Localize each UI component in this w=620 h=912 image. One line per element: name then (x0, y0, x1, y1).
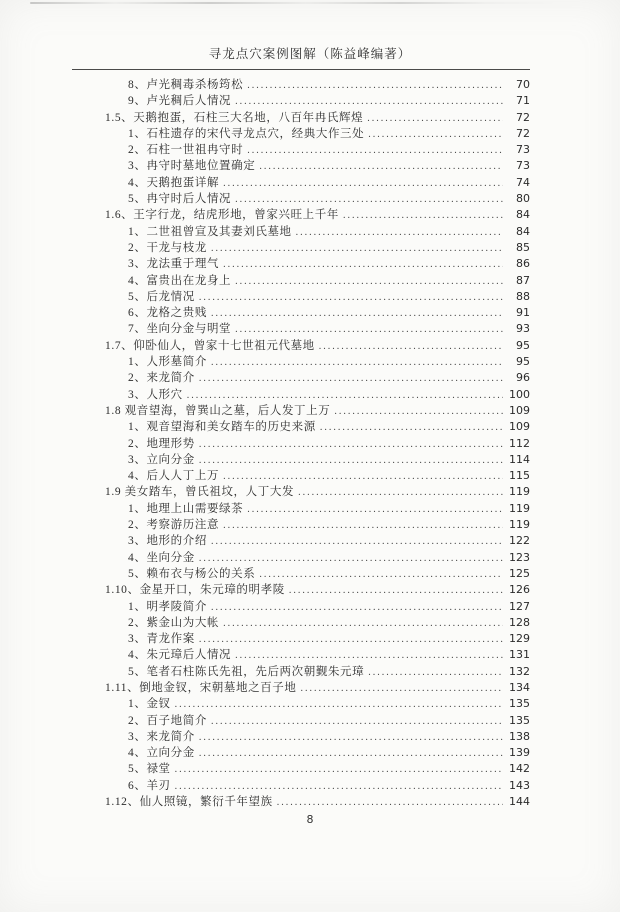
toc-entry (72, 599, 530, 615)
dot-leader (289, 583, 503, 599)
toc-entry-label: 1、人形墓简介 (128, 356, 207, 369)
toc-entry-page: 135 (509, 697, 530, 711)
toc-entry (72, 93, 530, 109)
toc-entry (72, 484, 530, 500)
toc-entry (72, 321, 530, 337)
toc-entry (72, 305, 530, 321)
dot-leader (211, 534, 503, 550)
toc-entry (72, 696, 530, 712)
toc-entry-page: 73 (516, 143, 530, 157)
toc-entry (72, 615, 530, 631)
toc-entry-page: 100 (509, 387, 530, 401)
toc-entry-page: 126 (509, 583, 530, 597)
toc-entry-page: 86 (516, 257, 530, 271)
toc-entry (72, 664, 530, 680)
toc-entry-page: 112 (509, 436, 530, 450)
dot-leader (199, 551, 503, 567)
dot-leader (199, 453, 503, 469)
toc-entry-label: 1.8 观音望海，曾巽山之墓，后人发丁上万 (105, 404, 331, 417)
toc-entry-label: 1、观音望海和美女踏车的历史来源 (128, 421, 316, 434)
toc-entry (72, 501, 530, 517)
header-divider (72, 69, 530, 70)
toc-entry-label: 1、明孝陵简介 (128, 600, 207, 613)
toc-entry-page: 123 (509, 550, 530, 564)
dot-leader (320, 420, 503, 436)
dot-leader (247, 78, 503, 94)
footer-page-number: 8 (306, 813, 314, 826)
toc-entry-label: 5、后龙情况 (128, 290, 195, 303)
toc-entry-label: 4、天鹅抱蛋详解 (128, 176, 220, 189)
dot-leader (211, 714, 503, 730)
toc-entry-page: 119 (509, 485, 530, 499)
toc-entry-page: 91 (516, 306, 530, 320)
toc-entry (72, 419, 530, 435)
toc-entry (72, 533, 530, 549)
toc-entry-label: 1.5、天鹅抱蛋，石柱三大名地，八百年冉氏辉煌 (105, 111, 364, 124)
toc-entry-page: 139 (509, 746, 530, 760)
toc-entry-label: 6、龙格之贵贱 (128, 307, 207, 320)
toc-entry-page: 115 (509, 469, 530, 483)
toc-entry-page: 135 (509, 713, 530, 727)
dot-leader (199, 371, 503, 387)
toc-entry (72, 240, 530, 256)
toc-entry-page: 134 (509, 680, 530, 694)
toc-entry-label: 1、石柱遗存的宋代寻龙点穴，经典大作三处 (128, 127, 365, 140)
toc-entry-page: 96 (516, 371, 530, 385)
toc-entry-label: 1.6、王字行龙，结虎形地，曾家兴旺上千年 (105, 209, 339, 222)
dot-leader (211, 306, 503, 322)
toc-entry (72, 142, 530, 158)
toc-entry (72, 158, 530, 174)
dot-leader (343, 208, 503, 224)
toc-entry (72, 745, 530, 761)
toc-entry-label: 3、人形穴 (128, 388, 183, 401)
toc-entry (72, 761, 530, 777)
toc-entry-page: 73 (516, 159, 530, 173)
scan-artifact (30, 2, 560, 4)
toc-entry-label: 2、来龙简介 (128, 372, 195, 385)
toc-entry-page: 72 (516, 126, 530, 140)
toc-entry-page: 85 (516, 240, 530, 254)
toc-entry (72, 370, 530, 386)
dot-leader (368, 665, 503, 681)
toc-entry (72, 582, 530, 598)
toc-entry (72, 289, 530, 305)
dot-leader (223, 518, 503, 534)
toc-entry-label: 3、地形的介绍 (128, 535, 207, 548)
toc-entry-page: 125 (509, 566, 530, 580)
dot-leader (211, 355, 503, 371)
dot-leader (235, 94, 503, 110)
toc-entry-page: 114 (509, 452, 530, 466)
toc-entry-page: 95 (516, 355, 530, 369)
toc-list (72, 77, 530, 810)
toc-entry-page: 72 (516, 110, 530, 124)
toc-entry (72, 566, 530, 582)
toc-entry-label: 2、石柱一世祖冉守时 (128, 144, 244, 157)
toc-entry-label: 3、青龙作案 (128, 633, 195, 646)
toc-entry (72, 403, 530, 419)
toc-entry-label: 4、坐向分金 (128, 551, 195, 564)
toc-entry-page: 109 (509, 403, 530, 417)
toc-entry-label: 1.9 美女踏车，曾氏祖坟，人丁大发 (105, 486, 295, 499)
toc-entry (72, 713, 530, 729)
toc-entry (72, 468, 530, 484)
toc-entry (72, 387, 530, 403)
toc-entry-label: 2、地理形势 (128, 437, 195, 450)
toc-entry (72, 354, 530, 370)
dot-leader (247, 502, 503, 518)
toc-entry-label: 5、赖布衣与杨公的关系 (128, 567, 256, 580)
toc-entry (72, 224, 530, 240)
dot-leader (235, 322, 503, 338)
toc-entry (72, 778, 530, 794)
toc-entry-page: 119 (509, 501, 530, 515)
toc-entry (72, 517, 530, 533)
toc-entry (72, 647, 530, 663)
toc-entry-page: 88 (516, 289, 530, 303)
toc-entry-page: 119 (509, 518, 530, 532)
toc-entry-page: 132 (509, 664, 530, 678)
toc-entry (72, 126, 530, 142)
toc-entry-page: 84 (516, 208, 530, 222)
toc-entry (72, 175, 530, 191)
dot-leader (259, 159, 503, 175)
dot-leader (211, 600, 503, 616)
toc-entry (72, 273, 530, 289)
dot-leader (296, 225, 503, 241)
dot-leader (259, 567, 503, 583)
toc-entry-page: 138 (509, 729, 530, 743)
toc-entry-label: 9、卢光稠后人情况 (128, 95, 232, 108)
toc-entry-label: 2、紫金山为大帐 (128, 616, 220, 629)
dot-leader (247, 143, 503, 159)
toc-entry (72, 631, 530, 647)
toc-entry-label: 5、冉守时后人情况 (128, 193, 232, 206)
toc-entry-label: 5、笔者石柱陈氏先祖，先后两次朝觐朱元璋 (128, 665, 365, 678)
dot-leader (199, 632, 503, 648)
toc-entry (72, 436, 530, 452)
toc-entry-page: 71 (516, 94, 530, 108)
toc-entry (72, 680, 530, 696)
toc-entry-page: 95 (516, 338, 530, 352)
dot-leader (199, 746, 503, 762)
toc-entry (72, 110, 530, 126)
dot-leader (235, 648, 503, 664)
toc-entry-label: 4、朱元璋后人情况 (128, 649, 232, 662)
toc-entry-page: 109 (509, 420, 530, 434)
toc-entry-label: 1.11、倒地金钗，宋朝墓地之百子地 (105, 681, 297, 694)
dot-leader (175, 762, 503, 778)
dot-leader (301, 681, 504, 697)
dot-leader (211, 241, 503, 257)
toc-entry-label: 2、干龙与枝龙 (128, 241, 207, 254)
toc-entry-label: 1、二世祖曾宣及其妻刘氏墓地 (128, 225, 292, 238)
dot-leader (368, 127, 503, 143)
toc-entry-label: 1.12、仙人照镜，繁衍千年望族 (105, 796, 273, 809)
dot-leader (223, 257, 503, 273)
dot-leader (223, 616, 503, 632)
toc-entry-label: 8、卢光稠毒杀杨筠松 (128, 79, 244, 91)
toc-entry-label: 4、富贵出在龙身上 (128, 274, 232, 287)
dot-leader (235, 274, 503, 290)
toc-entry (72, 729, 530, 745)
toc-entry-page: 122 (509, 534, 530, 548)
toc-entry-page: 144 (509, 795, 530, 809)
toc-entry-label: 2、考察游历注意 (128, 519, 220, 532)
dot-leader (175, 779, 503, 795)
dot-leader (199, 437, 503, 453)
toc-entry-page: 128 (509, 615, 530, 629)
dot-leader (298, 485, 503, 501)
dot-leader (319, 339, 503, 355)
dot-leader (223, 469, 503, 485)
toc-entry-page: 142 (509, 762, 530, 776)
toc-entry-label: 3、龙法重于理气 (128, 258, 220, 271)
toc-entry (72, 256, 530, 272)
dot-leader (175, 697, 503, 713)
toc-entry-label: 3、冉守时墓地位置确定 (128, 160, 256, 173)
dot-leader (334, 404, 503, 420)
dot-leader (277, 795, 503, 811)
toc-entry (72, 794, 530, 810)
dot-leader (235, 192, 503, 208)
dot-leader (367, 111, 503, 127)
dot-leader (199, 290, 503, 306)
toc-entry (72, 550, 530, 566)
toc-entry-label: 3、立向分金 (128, 453, 195, 466)
toc-entry-label: 2、百子地简介 (128, 714, 207, 727)
toc-entry-label: 7、坐向分金与明堂 (128, 323, 232, 336)
toc-entry (72, 207, 530, 223)
toc-entry-label: 1、金钗 (128, 698, 171, 711)
toc-entry-label: 3、来龙简介 (128, 730, 195, 743)
toc-entry-label: 4、后人人丁上万 (128, 470, 220, 483)
toc-entry-page: 127 (509, 599, 530, 613)
toc-entry (72, 77, 530, 93)
toc-entry-label: 6、羊刃 (128, 779, 171, 792)
toc-entry (72, 452, 530, 468)
toc-entry-page: 131 (509, 648, 530, 662)
toc-entry-page: 70 (516, 78, 530, 91)
toc-entry-label: 4、立向分金 (128, 747, 195, 760)
toc-entry (72, 338, 530, 354)
toc-entry-page: 80 (516, 192, 530, 206)
toc-entry-page: 87 (516, 273, 530, 287)
dot-leader (223, 176, 503, 192)
dot-leader (187, 388, 503, 404)
dot-leader (199, 730, 503, 746)
page-header-title: 寻龙点穴案例图解（陈益峰编著） (208, 47, 412, 61)
toc-entry-page: 129 (509, 632, 530, 646)
toc-entry-page: 84 (516, 224, 530, 238)
toc-entry-page: 143 (509, 778, 530, 792)
toc-entry-label: 1.10、金星开口，朱元璋的明孝陵 (105, 584, 285, 597)
toc-entry-label: 1.7、仰卧仙人，曾家十七世祖元代墓地 (105, 339, 315, 352)
toc-entry-label: 1、地理上山需要绿茶 (128, 502, 244, 515)
toc-entry (72, 191, 530, 207)
toc-entry-page: 93 (516, 322, 530, 336)
toc-entry-page: 74 (516, 175, 530, 189)
toc-entry-label: 5、禄堂 (128, 763, 171, 776)
